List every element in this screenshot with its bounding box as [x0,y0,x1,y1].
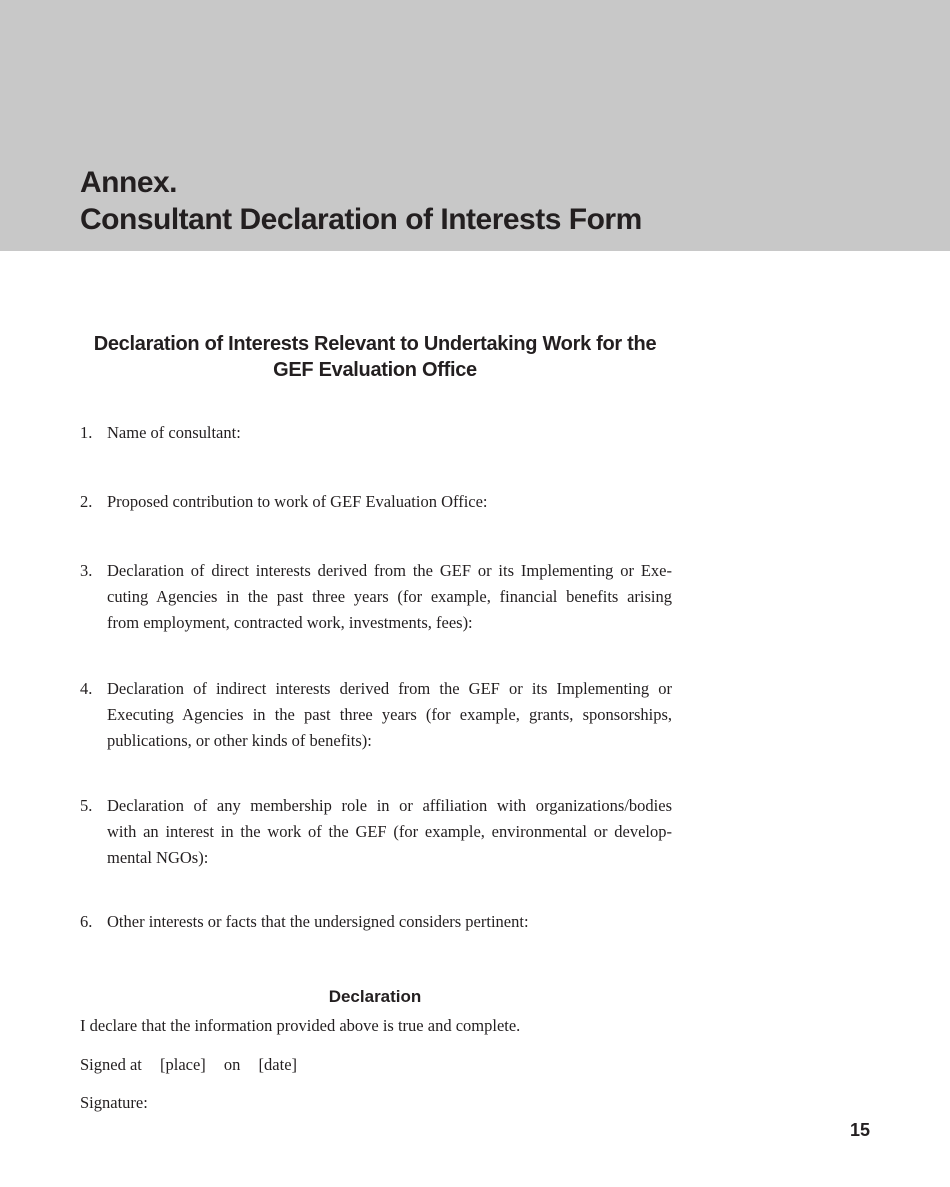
item-text: Proposed contribution to work of GEF Evaluation Office: [107,492,488,511]
item-number: 3. [80,561,93,580]
item-text-line: from employment, contracted work, investments, fees): [107,613,473,632]
subtitle-line-2: GEF Evaluation Office [273,359,477,381]
item-text: Other interests or facts that the undersigned considers pertinent: [107,912,529,931]
title-line-1: Annex. [80,166,178,199]
item-number: 5. [80,796,93,815]
item-text-line: publications, or other kinds of benefits): [107,731,372,750]
declaration-statement: I declare that the information provided above is true and complete. [80,1016,521,1035]
item-number: 6. [80,912,93,931]
header-band [0,0,950,251]
item-number: 2. [80,492,93,511]
form-item-1 [80,420,672,446]
page-title [80,164,642,238]
page-number: 15 [850,1120,871,1140]
form-item-4 [80,676,672,754]
signed-line [80,1055,297,1075]
item-text-line: Executing Agencies in the past three years (for example, grants, sponsorships, [107,705,672,724]
item-text: Name of consultant: [107,423,241,442]
form-item-6 [80,909,672,935]
place-field: [place] [160,1055,206,1074]
title-line-2: Consultant Declaration of Interests Form [80,203,642,236]
signed-at-label: Signed at [80,1055,142,1074]
item-text-line: Declaration of direct interests derived from the GEF or its Implementing or Exe- [107,561,672,580]
form-item-2 [80,489,672,515]
subtitle-line-1: Declaration of Interests Relevant to Undertaking Work for the [93,333,657,355]
item-text-line: with an interest in the work of the GEF (for example, environmental or develop- [107,822,672,841]
declaration-heading: Declaration [328,987,422,1006]
item-number: 4. [80,679,93,698]
date-field: [date] [258,1055,298,1074]
item-text-line: Declaration of indirect interests derived from the GEF or its Implementing or [107,679,672,698]
item-number: 1. [80,423,93,442]
signature-label: Signature: [80,1093,148,1112]
form-subtitle [80,331,670,383]
item-text-line: mental NGOs): [107,848,209,867]
form-item-3 [80,558,672,636]
item-text-line: Declaration of any membership role in or affiliation with organizations/bodies [107,796,672,815]
on-label: on [223,1055,241,1074]
item-text-line: cuting Agencies in the past three years (for example, financial benefits arising [107,587,672,606]
form-item-5 [80,793,672,871]
